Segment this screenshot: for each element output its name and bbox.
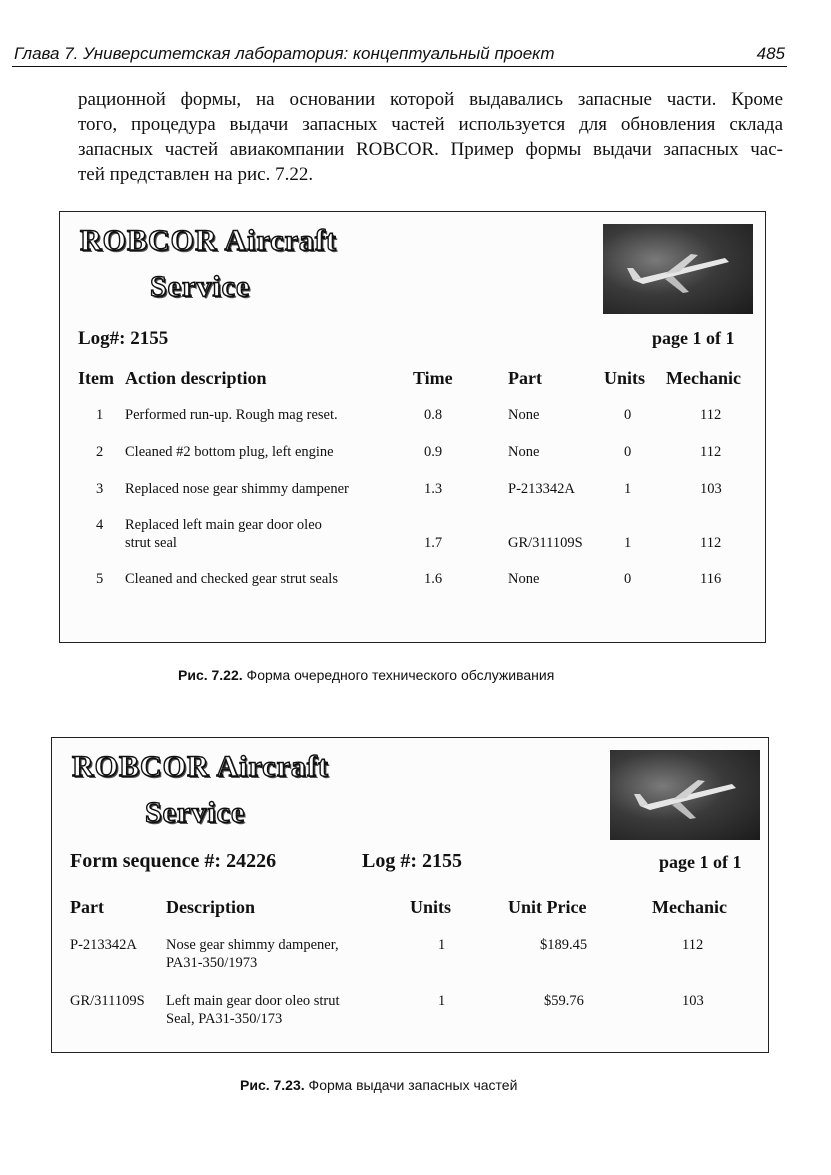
table-cell-units: 1 xyxy=(624,481,632,497)
page-indicator: page 1 of 1 xyxy=(659,852,742,872)
table-cell-mechanic: 112 xyxy=(682,937,704,953)
table-cell-item: 3 xyxy=(96,481,104,497)
table-cell-time: 1.3 xyxy=(424,481,443,497)
table-cell-description-cont: PA31-350/1973 xyxy=(166,955,258,971)
table-cell-time: 1.7 xyxy=(424,535,443,551)
column-header: Mechanic xyxy=(666,368,741,388)
table-cell-unit-price: $59.76 xyxy=(544,993,584,1009)
column-header: Units xyxy=(604,368,646,388)
airplane-icon xyxy=(610,750,760,840)
column-header: Description xyxy=(166,897,255,917)
table-cell-item: 5 xyxy=(96,571,104,587)
table-cell-units: 0 xyxy=(624,444,632,460)
table-cell-units: 1 xyxy=(438,993,446,1009)
intro-line: тей представлен на рис. 7.22. xyxy=(78,164,314,185)
log-number: Log#: 2155 xyxy=(78,328,169,349)
parts-issue-form xyxy=(51,737,769,1053)
table-cell-description: Cleaned #2 bottom plug, left engine xyxy=(125,444,334,460)
table-cell-unit-price: $189.45 xyxy=(540,937,588,953)
airplane-photo xyxy=(610,750,760,840)
caption-text: Форма выдачи запасных частей xyxy=(308,1077,518,1093)
table-cell-description: Replaced nose gear shimmy dampener xyxy=(125,481,349,497)
table-cell-description-cont: strut seal xyxy=(125,535,177,551)
table-cell-units: 0 xyxy=(624,571,632,587)
table-cell-description: Replaced left main gear door oleo xyxy=(125,517,322,533)
table-cell-units: 1 xyxy=(438,937,446,953)
table-cell-units: 0 xyxy=(624,407,632,423)
table-cell-mechanic: 112 xyxy=(700,407,722,423)
table-cell-time: 0.8 xyxy=(424,407,443,423)
table-cell-description: Cleaned and checked gear strut seals xyxy=(125,571,338,587)
logo-line-2: Service xyxy=(145,796,246,829)
column-header: Units xyxy=(410,897,452,917)
intro-line: рационной формы, на основании которой выдавались запасные части. Кроме xyxy=(78,89,783,110)
table-cell-item: 4 xyxy=(96,517,104,533)
table-cell-description: Performed run-up. Rough mag reset. xyxy=(125,407,338,423)
table-cell-part: GR/311109S xyxy=(70,993,145,1009)
intro-line: того, процедура выдачи запасных частей используется для обновления склада xyxy=(78,114,783,135)
table-cell-part: None xyxy=(508,444,540,460)
table-cell-mechanic: 103 xyxy=(682,993,704,1009)
table-cell-description: Nose gear shimmy dampener, xyxy=(166,937,339,953)
form-sequence-number: Form sequence #: 24226 xyxy=(70,850,277,872)
chapter-title: Глава 7. Университетская лаборатория: концептуальный проект xyxy=(14,44,555,63)
logo-line-1: ROBCOR Aircraft xyxy=(80,224,337,257)
caption-label: Рис. 7.23. xyxy=(240,1077,305,1093)
column-header: Action description xyxy=(125,368,267,388)
airplane-photo xyxy=(603,224,753,314)
table-cell-units: 1 xyxy=(624,535,632,551)
logo-line-2: Service xyxy=(150,270,251,303)
table-cell-time: 0.9 xyxy=(424,444,443,460)
table-cell-part: P-213342A xyxy=(70,937,137,953)
table-cell-part: None xyxy=(508,407,540,423)
column-header: Part xyxy=(508,368,542,388)
table-cell-mechanic: 116 xyxy=(700,571,722,587)
table-cell-mechanic: 112 xyxy=(700,535,722,551)
intro-line: запасных частей авиакомпании ROBCOR. Пример формы выдачи запасных час- xyxy=(78,139,783,160)
log-number: Log #: 2155 xyxy=(362,850,462,872)
page-indicator: page 1 of 1 xyxy=(652,328,735,348)
page-number: 485 xyxy=(756,44,785,63)
figure-caption xyxy=(240,1077,517,1093)
table-cell-time: 1.6 xyxy=(424,571,443,587)
table-cell-part: P-213342A xyxy=(508,481,575,497)
caption-text: Форма очередного технического обслуживания xyxy=(246,667,555,683)
table-cell-part: None xyxy=(508,571,540,587)
table-cell-description-cont: Seal, PA31-350/173 xyxy=(166,1011,283,1027)
figure-caption xyxy=(178,667,554,683)
logo-line-1: ROBCOR Aircraft xyxy=(72,750,329,783)
column-header: Time xyxy=(413,368,453,388)
table-cell-item: 1 xyxy=(96,407,104,423)
caption-label: Рис. 7.22. xyxy=(178,667,243,683)
table-cell-part: GR/311109S xyxy=(508,535,583,551)
column-header: Unit Price xyxy=(508,897,587,917)
airplane-icon xyxy=(603,224,753,314)
column-header: Mechanic xyxy=(652,897,727,917)
intro-paragraph xyxy=(78,87,783,187)
table-cell-mechanic: 103 xyxy=(700,481,722,497)
table-cell-description: Left main gear door oleo strut xyxy=(166,993,340,1009)
maintenance-form xyxy=(59,211,766,643)
column-header: Part xyxy=(70,897,104,917)
header-rule xyxy=(12,66,787,67)
table-cell-item: 2 xyxy=(96,444,104,460)
table-cell-mechanic: 112 xyxy=(700,444,722,460)
column-header: Item xyxy=(78,368,114,388)
